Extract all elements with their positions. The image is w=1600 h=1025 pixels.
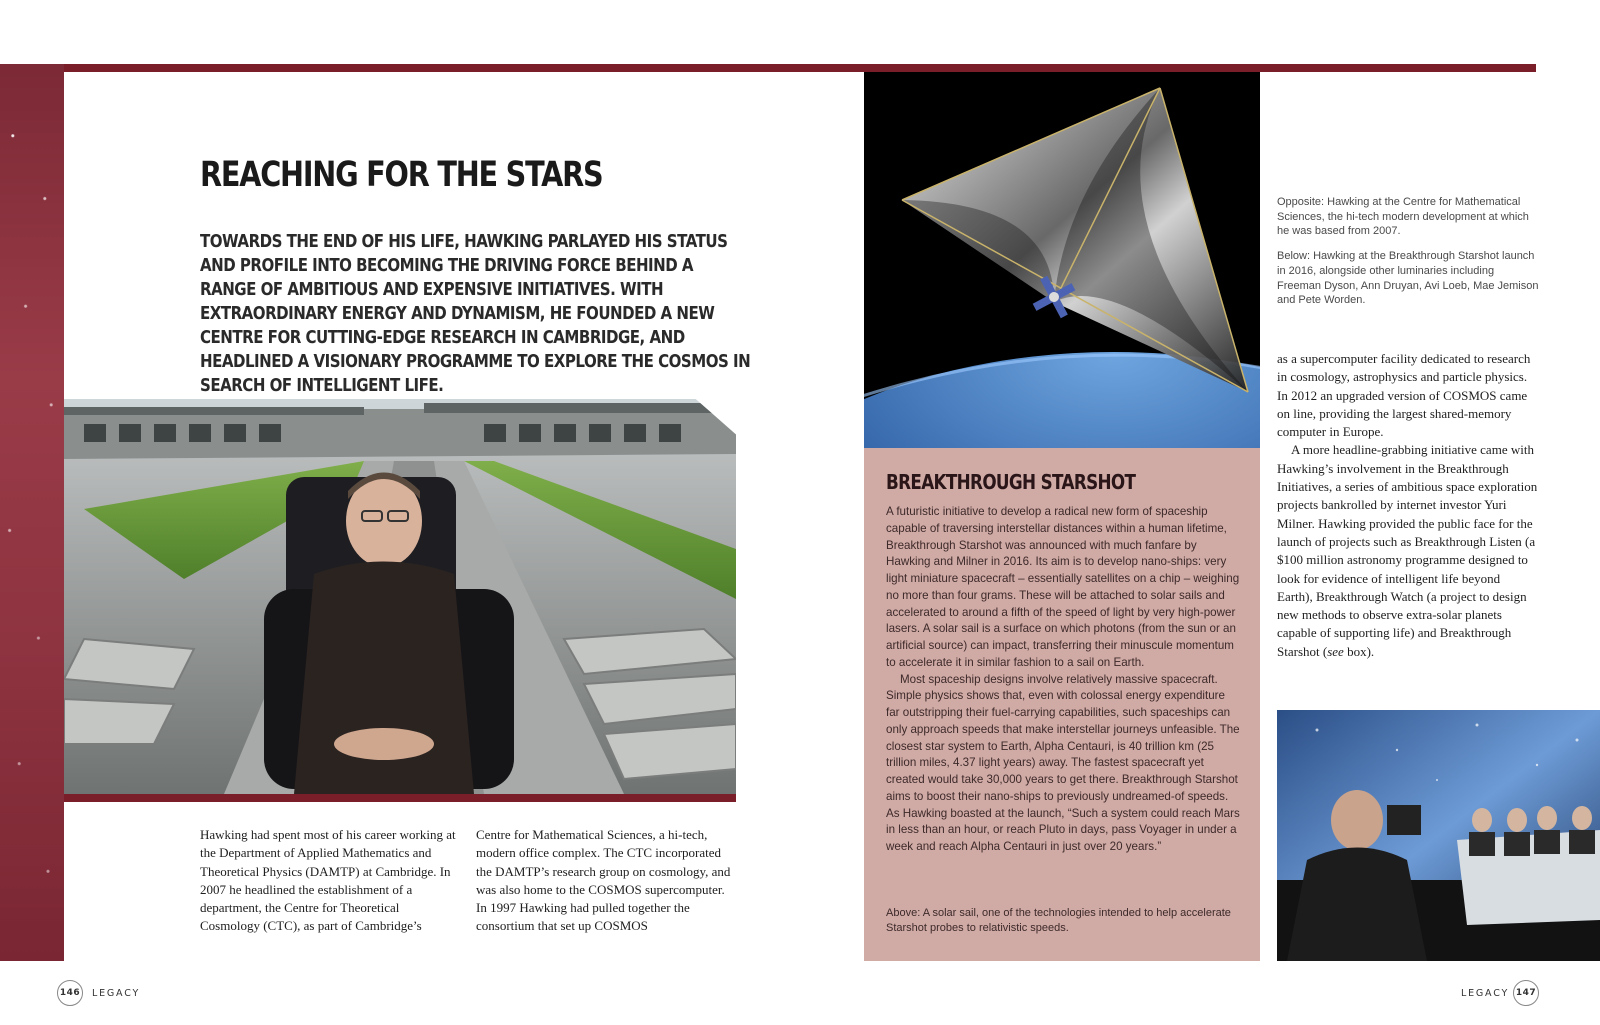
- photo-captions: [1277, 195, 1539, 318]
- box-paragraph-2: Most spaceship designs involve relatively massive spacecraft. Simple physics shows that, even with colossal energy expenditure far outstripping their fuel-carrying capabilities, such spaceships can only approach speeds that make interstellar journeys unfeasible. The closest star system to Earth, Alpha Centauri, is 40 trillion km (25 trillion miles, 4.37 light years) away. The fastest spacecraft yet created would take 30,000 years to get there. Breakthrough Starshot aims to boost their nano-ships to previously undreamed-of speeds. As Hawking boasted at the launch, “Such a system could reach Mars in less than an hour, or reach Pluto in days, pass Voyager in under a week and reach Alpha Centauri in just over 20 years.”: [886, 672, 1240, 853]
- photo-bottom-rule: [64, 794, 736, 802]
- caption-below: Below: Hawking at the Breakthrough Starshot launch in 2016, alongside other luminaries including Freeman Dyson, Ann Druyan, Avi Loeb, Mae Jemison and Pete Worden.: [1277, 250, 1539, 307]
- photo-hawking-cms: [64, 399, 736, 794]
- cosmic-background-strip: [0, 64, 64, 961]
- photo-starshot-launch: [1277, 710, 1600, 961]
- box-caption: Above: A solar sail, one of the technologies intended to help accelerate Starshot probes to relativistic speeds.: [886, 907, 1231, 934]
- para2-end: box).: [1343, 643, 1375, 659]
- caption-opposite: Opposite: Hawking at the Centre for Mathematical Sciences, the hi-tech modern development at which he was based from 2007.: [1277, 196, 1529, 238]
- page-number-right: 147: [1513, 980, 1539, 1006]
- running-head-right: LEGACY: [1461, 988, 1510, 999]
- right-paragraph-2: [1277, 441, 1539, 661]
- para2-main: A more headline-grabbing initiative came with Hawking’s involvement in the Breakthrough Initiatives, a series of ambitious space exploration projects bankrolled by internet investor Yuri Milner. Hawking provided the public face for the launch of projects such as Breakthrough Listen (a $100 million astronomy programme designed to look for evidence of intelligent life beyond Earth), Breakthrough Watch (a project to design new methods to observe extra-solar planets capable of supporting life) and Breakthrough Starshot: [1277, 442, 1538, 659]
- box-text: [886, 504, 1240, 856]
- intro-paragraph: TOWARDS THE END OF HIS LIFE, HAWKING PARLAYED HIS STATUS AND PROFILE INTO BECOMING THE DRIVING FORCE BEHIND A RANGE OF AMBITIOUS AND EXPENSIVE INITIATIVES. WITH EXTRAORDINARY ENERGY AND DYNAMISM, HE FOUNDED A NEW CENTRE FOR CUTTING-EDGE RESEARCH IN CAMBRIDGE, AND HEADLINED A VISIONARY PROGRAMME TO EXPLORE THE COSMOS IN SEARCH OF INTELLIGENT LIFE.: [200, 232, 751, 396]
- page-number-left: 146: [57, 980, 83, 1006]
- body-column-2: Centre for Mathematical Sciences, a hi-tech, modern office complex. The CTC incorporated the DAMTP’s research group on cosmology, and was also home to the COSMOS supercomputer. In 1997 Hawking had pulled together the consortium that set up COSMOS: [476, 827, 731, 934]
- box-paragraph-1: A futuristic initiative to develop a radical new form of spaceship capable of traversing interstellar distances within a human lifetime, Breakthrough Starshot was announced with much fanfare by Hawking and Milner in 2016. Its aim is to develop nano-ships: very light miniature spacecraft – essentially satellites on a chip – weighing no more than four grams. These will be attached to solar sails and accelerated to around a fifth of the speed of light by very high-power lasers. A solar sail is a surface on which photons (from the sun or an artificial source) can impact, transferring their minuscule momentum to accelerate it in similar fashion to a sail on Earth.: [886, 505, 1240, 669]
- box-title: BREAKTHROUGH STARSHOT: [886, 470, 1136, 494]
- photo-solar-sail: [864, 72, 1260, 448]
- running-head-left: LEGACY: [92, 988, 141, 999]
- page-title: REACHING FOR THE STARS: [200, 155, 603, 195]
- para2-open-paren: (: [1322, 643, 1328, 659]
- body-column-1: Hawking had spent most of his career working at the Department of Applied Mathematics and Theoretical Physics (DAMTP) at Cambridge. In 2007 he headlined the establishment of a department, the Centre for Theoretical Cosmology (CTC), as part of Cambridge’s: [200, 827, 456, 934]
- top-rule: [64, 64, 1536, 72]
- para2-see: see: [1327, 643, 1344, 659]
- right-body-text: [1277, 350, 1539, 661]
- right-paragraph-1: as a supercomputer facility dedicated to research in cosmology, astrophysics and particle physics. In 2012 an upgraded version of COSMOS came on line, providing the largest shared-memory computer in Europe.: [1277, 351, 1531, 440]
